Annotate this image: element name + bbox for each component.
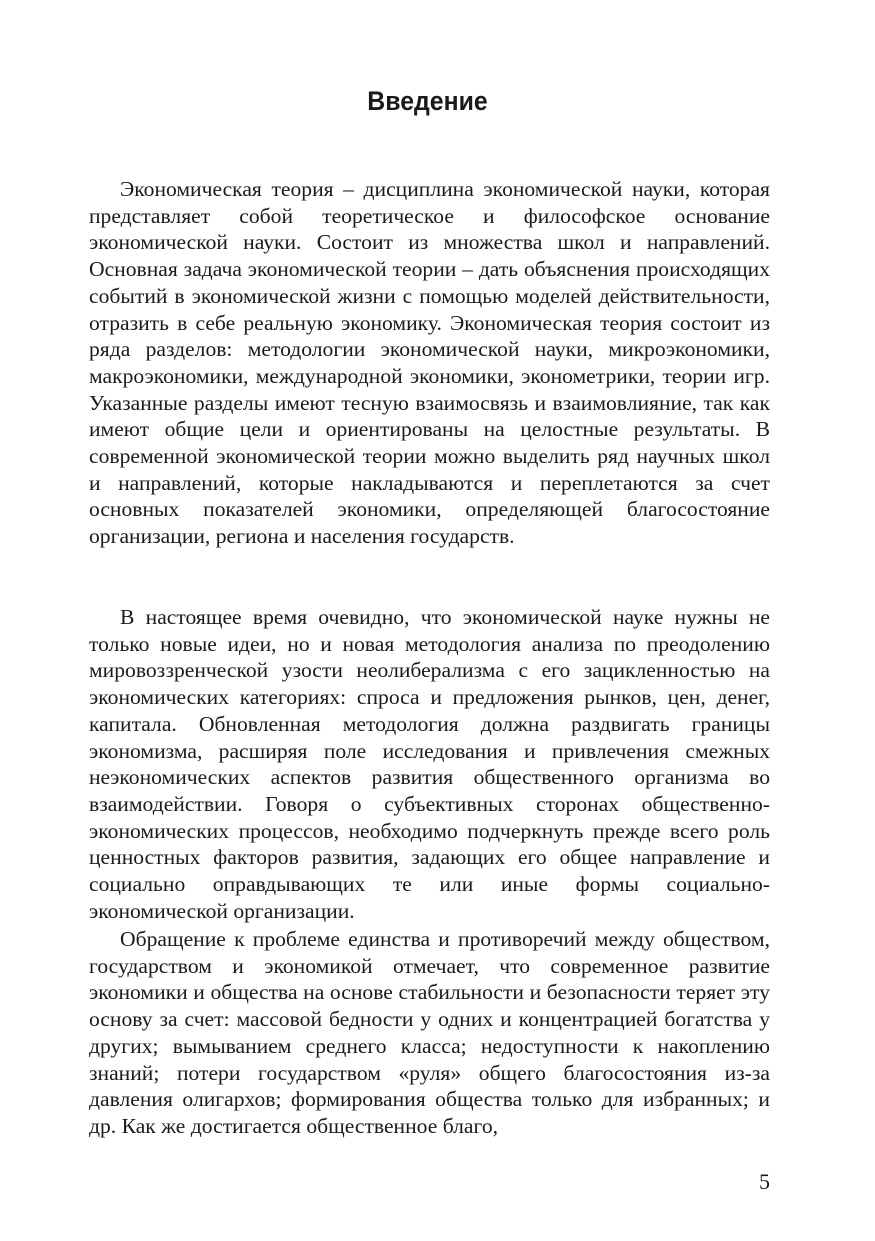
paragraph-2: В настоящее время очевидно, что экономической науке нужны не только новые идеи, но и новая методология анализа по преодолению мировоззренческой узости неолиберализма с его зацикленностью на экономических категориях: спроса и предложения рынков, цен, денег, капитала. Обновленная методология должна раздвигать границы экономизма, расширяя поле исследования и привлечения смежных неэкономических аспектов развития общественного организма во взаимодействии. Говоря о субъективных сторонах общественно-экономических процессов, необходимо подчеркнуть прежде всего роль ценностных факторов развития, задающих его общее направление и социально оправдывающих те или иные формы социально-экономической организации. <box>89 605 770 923</box>
paragraph-1: Экономическая теория – дисциплина экономической науки, которая представляет собой теоретическое и философское основание экономической науки. Состоит из множества школ и направлений. Основная задача экономической теории – дать объяснения происходящих событий в экономической жизни с помощью моделей действительности, отразить в себе реальную экономику. Экономическая теория состоит из ряда разделов: методологии экономической науки, микроэкономики, макроэкономики, международной экономики, эконометрики, теории игр. Указанные разделы имеют тесную взаимосвязь и взаимовлияние, так как имеют общие цели и ориентированы на целостные результаты. В современной экономической теории можно выделить ряд научных школ и направлений, которые накладываются и переплетаются за счет основных показателей экономики, определяющей благосостояние организации, региона и населения государств. <box>89 177 770 549</box>
paragraph-3: Обращение к проблеме единства и противоречий между обществом, государством и экономикой отмечает, что современное развитие экономики и общества на основе стабильности и безопасности теряет эту основу за счет: массовой бедности у одних и концентрацией богатства у других; вымыванием среднего класса; недоступности к накоплению знаний; потери государством «руля» общего благосостояния из-за давления олигархов; формирования общества только для избранных; и др. Как же достигается общественное благо, <box>89 927 770 1138</box>
page-number: 5 <box>759 1169 770 1194</box>
page-title: Введение <box>367 86 488 116</box>
